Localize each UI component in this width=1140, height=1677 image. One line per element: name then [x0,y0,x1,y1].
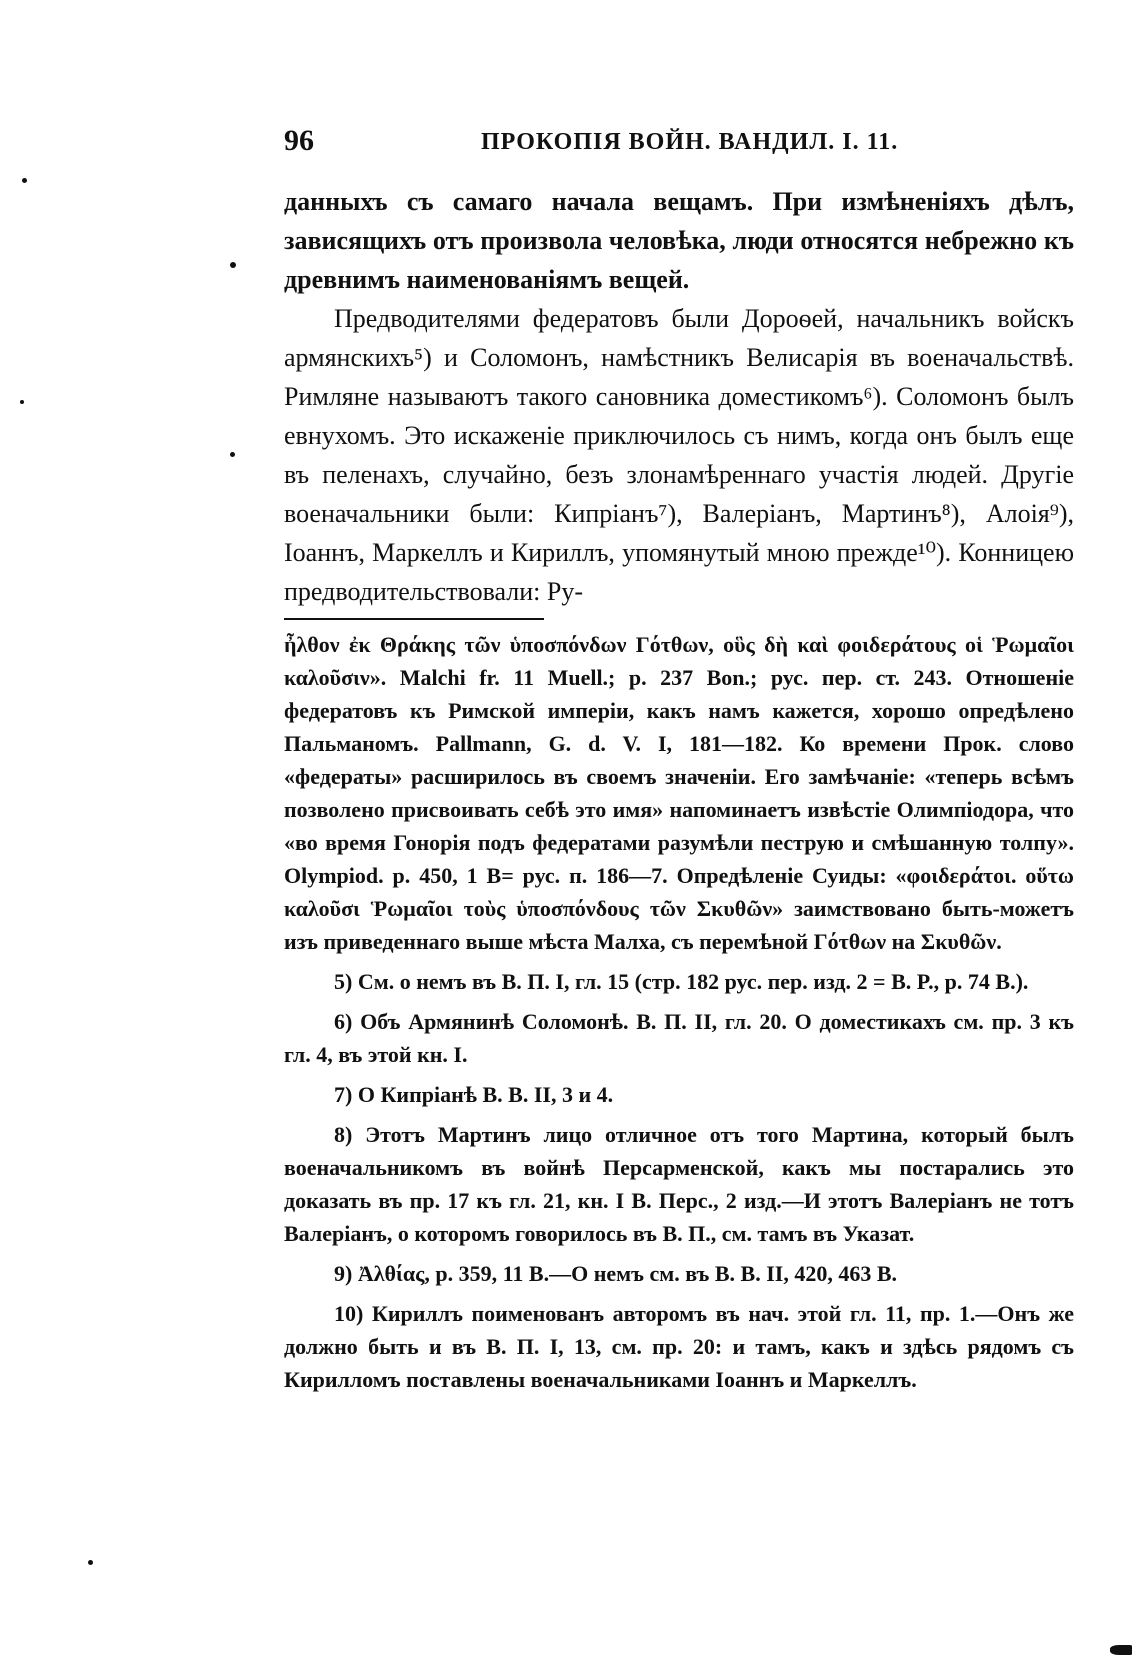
footnote-6: 6) Объ Армянинѣ Соломонѣ. В. П. II, гл. 20. О доместикахъ см. пр. 3 къ гл. 4, въ этой кн. I. [284,1009,1074,1067]
margin-speck [1110,1645,1132,1655]
footnote-10: 10) Кириллъ поименованъ авторомъ въ нач. этой гл. 11, пр. 1.—Онъ же должно быть и въ В. П. I, 13, см. пр. 20: и тамъ, какъ и здѣсь рядомъ съ Кирилломъ поставлены военачальниками Іоаннъ и Маркеллъ. [284,1301,1074,1392]
footnote-9: 9) Ἀλθίας, p. 359, 11 B.—О немъ см. въ В. В. II, 420, 463 B. [334,1261,897,1286]
footnote-8: 8) Этотъ Мартинъ лицо отличное отъ того Мартина, который былъ военачальникомъ въ войнѣ Персарменской, какъ мы постарались это доказать въ пр. 17 къ гл. 21, кн. I В. Перс., 2 изд.—И этотъ Валеріанъ не тотъ Валеріанъ, о которомъ говорилось въ В. П., см. тамъ въ Указат. [284,1122,1074,1246]
page-number: 96 [284,124,314,157]
main-paragraph: Предводителями федератовъ были Дороѳей, начальникъ войскъ армянскихъ⁵) и Соломонъ, намѣстникъ Велисарія въ военачальствѣ. Римляне называютъ такого сановника доместикомъ⁶). Соломонъ былъ евнухомъ. Это искаженіе приключилось съ нимъ, когда онъ былъ еще въ пеленахъ, случайно, безъ злонамѣреннаго участія людей. Другіе военачальники были: Кипріанъ⁷), Валеріанъ, Мартинъ⁸), Алоія⁹), Іоаннъ, Маркеллъ и Кириллъ, упомянутый мною прежде¹⁰). Конницею предводительствовали: Ру- [284,304,1074,606]
margin-speck [22,178,27,183]
footnotes [284,628,1074,1396]
main-paragraph: данныхъ съ самаго начала вещамъ. При измѣненіяхъ дѣлъ, зависящихъ отъ произвола человѣка, люди относятся небрежно къ древнимъ наименованіямъ вещей. [284,187,1074,294]
footnote-5: 5) См. о немъ въ В. П. I, гл. 15 (стр. 182 рус. пер. изд. 2 = В. P., p. 74 B.). [334,969,1029,994]
footnote-continuation: ἦλθον ἐκ Θράκης τῶν ὑποσπόνδων Γότθων, οὓς δὴ καὶ φοιδεράτους οἱ Ῥωμαῖοι καλοῦσιν». Malchi fr. 11 Muell.; p. 237 Bon.; рус. пер. ст. 243. Отношеніе федератовъ къ Римской имперіи, какъ намъ кажется, хорошо опредѣлено Пальманомъ. Pallmann, G. d. V. I, 181—182. Ко времени Прок. слово «федераты» расширилось въ своемъ значеніи. Его замѣчаніе: «теперь всѣмъ позволено присвоивать себѣ это имя» напоминаетъ извѣстіе Олимпіодора, что «во время Гонорія подъ федератами разумѣли пеструю и смѣшанную толпу». Olympiod. p. 450, 1 B= рус. п. 186—7. Опредѣленіе Суиды: «φοιδεράτοι. οὕτω καλοῦσι Ῥωμαῖοι τοὺς ὑποσπόνδους τῶν Σκυθῶν» заимствовано быть-можетъ изъ приведеннаго выше мѣста Малха, съ перемѣной Γότθων на Σκυθῶν. [284,632,1074,954]
footnote-7: 7) О Кипріанѣ В. В. II, 3 и 4. [334,1082,614,1107]
running-head: ПРОКОПІЯ ВОЙН. ВАНДИЛ. I. 11. [481,129,899,155]
footnote-separator [284,618,544,620]
margin-speck [20,400,24,404]
margin-speck [230,262,236,268]
margin-speck [88,1560,93,1565]
page-header [284,124,1084,164]
main-text [284,182,1074,611]
margin-speck [230,452,235,457]
